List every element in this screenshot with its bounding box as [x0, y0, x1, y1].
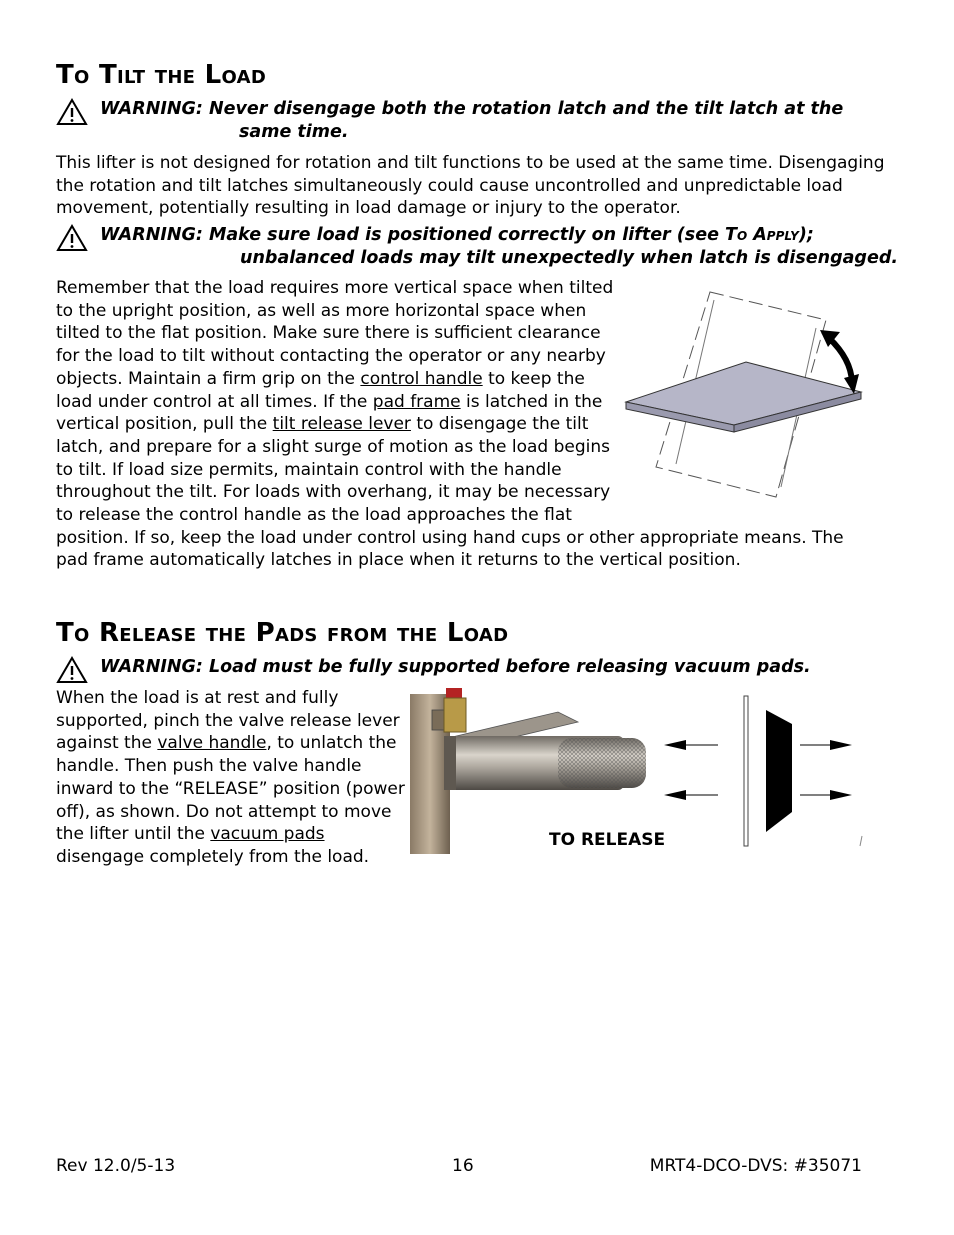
pad-frame-link[interactable]: pad frame: [372, 391, 461, 412]
tilt-release-lever-link[interactable]: tilt release lever: [272, 414, 411, 435]
paragraph-tilt-instructions: Remember that the load requires more vertical space when tilted to the upright position, as well as more horizontal space when tilted to the flat position. Make sure there is sufficient clearance for the load to tilt without contacting the operator or any nearby objects. Maintain a firm grip on the control handle to keep the load under control at all times. If the pad frame is latched in the vertical position, pull the tilt release lever to disengage the tilt latch, and prepare for a slight surge of motion as the load begins to tilt. If load size permits, maintain control with the handle throughout the tilt. For loads with overhang, it may be necessary to release the control handle as the load approaches the flat position. If so, keep the load under control using hand cups or other appropriate means. The pad frame automatically latches in place when it returns to the vertical position.: [56, 278, 844, 571]
vacuum-pads-link[interactable]: vacuum pads: [210, 824, 325, 845]
warning-text-cont: same time.: [239, 122, 349, 142]
paragraph-not-designed: This lifter is not designed for rotation and tilt functions to be used at the same time. Disengaging the rotation and tilt latches simultaneously could cause uncontrolled and unpredictable load movement, potentially resulting in load damage or injury to the operator.: [56, 153, 885, 219]
warning-triangle-icon: [56, 98, 88, 126]
section-title-release: To Release the Pads from the Load: [56, 618, 509, 648]
warning-text: WARNING: Never disengage both the rotation latch and the tilt latch at the: [100, 99, 844, 119]
section-title-tilt: To Tilt the Load: [56, 60, 267, 90]
tilt-illustration: [616, 282, 866, 502]
footer-model-number: MRT4-DCO-DVS: #35071: [649, 1156, 862, 1176]
warning-text: WARNING: Load must be fully supported before releasing vacuum pads.: [100, 657, 811, 677]
footer-revision: Rev 12.0/5-13: [56, 1156, 176, 1176]
release-direction-diagram: [660, 690, 866, 850]
to-release-caption: TO RELEASE: [549, 830, 666, 850]
warning-text-cont: unbalanced loads may tilt unexpectedly when latch is disengaged.: [240, 248, 899, 268]
valve-handle-link[interactable]: valve handle: [157, 733, 267, 754]
warning-triangle-icon: [56, 656, 88, 684]
warning-text: WARNING: Make sure load is positioned correctly on lifter (see To Apply);: [100, 225, 814, 245]
footer-page-number: 16: [452, 1156, 474, 1176]
paragraph-release-instructions: When the load is at rest and fully supported, pinch the valve release lever against the valve handle, to unlatch the handle. Then push the valve handle inward to the “RELEASE” position (power off), as shown. Do not attempt to move the lifter until the vacuum pads disengage completely from the load.: [56, 688, 405, 867]
control-handle-link[interactable]: control handle: [360, 368, 483, 389]
warning-triangle-icon: [56, 224, 88, 252]
to-apply-reference[interactable]: To Apply: [725, 225, 799, 245]
